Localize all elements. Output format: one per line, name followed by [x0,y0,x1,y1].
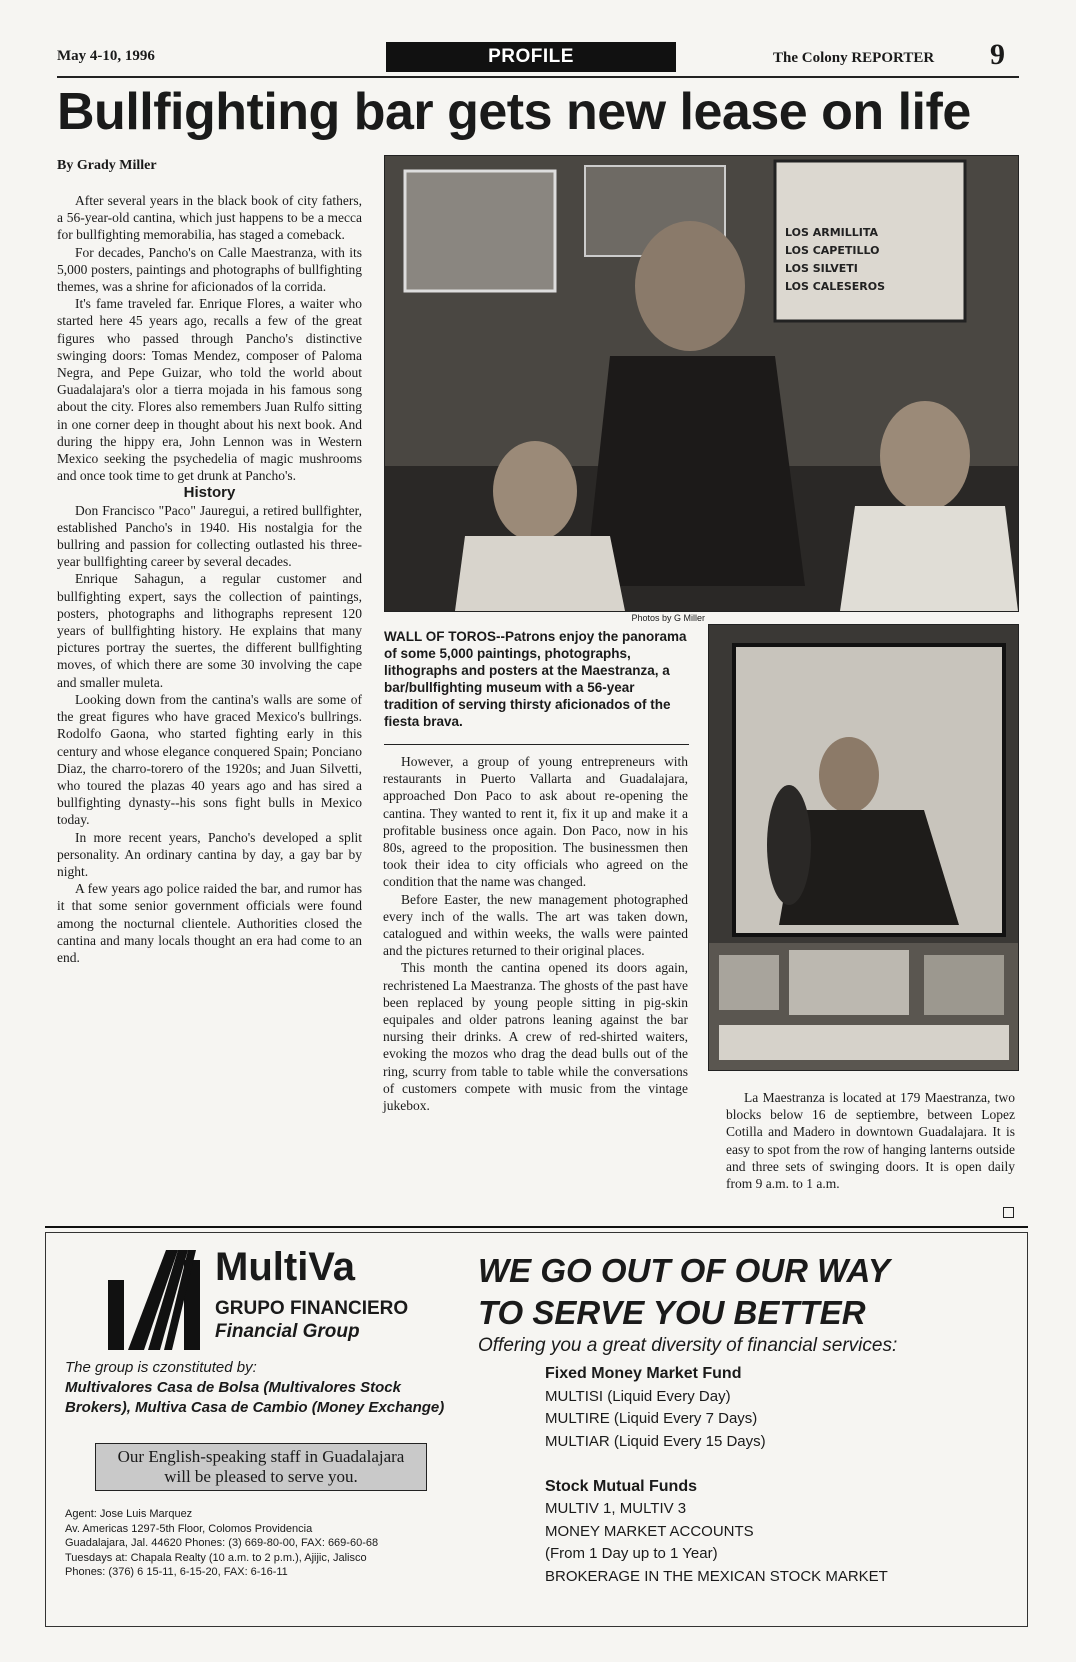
end-of-article-mark [1003,1207,1014,1218]
ad-brand-subtitle-en: Financial Group [215,1321,360,1342]
ad-group-members: The group is czonstituted by: Multivalores Casa de Bolsa (Multivalores Stock Brokers), Multiva Casa de Cambio (Money Exchange) [65,1359,445,1416]
article-paragraph: However, a group of young entrepreneurs with restaurants in Puerto Vallarta and Guadalajara, approached Don Paco to ask about re-opening the cantina. They wanted to rent it, fix it up and make it a profitable business once again. Don Paco, now in his 80s, agreed to the proposition. The businessmen then took their idea to city officials who agreed on the condition that the name was changed. [383,754,688,890]
service-item: MULTISI (Liquid Every Day) [545,1387,731,1405]
poster-line: LOS ARMILLITA [785,226,879,239]
poster-line: LOS CAPETILLO [785,244,880,257]
article-paragraph: After several years in the black book of city fathers, a 56-year-old cantina, which just happens to be a mecca for bullfighting memorabilia, has staged a comeback. [57,193,362,243]
subhead-history: History [183,484,236,502]
ad-offer-line: Offering you a great diversity of financial services: [478,1335,898,1356]
article-paragraph: Looking down from the cantina's walls are some of the great figures who have graced Mexico's bullrings. Rodolfo Gaona, who started fighting early in this century and whose elegance conquered Spain; Ponciano Diaz, the charro-torero of the 1920s; and Juan Silvetti, who toured the plazas 40 years ago and has sired a bullfighting dynasty--his sons fight bulls in Mexico today. [57,691,362,828]
agent-line: Tuesdays at: Chapala Realty (10 a.m. to 2 p.m.), Ajijic, Jalisco [65,1551,367,1564]
article-column-3 [726,1089,1015,1192]
article-paragraph: It's fame traveled far. Enrique Flores, a waiter who started here 45 years ago, recalls a few of the great figures who passed through Pancho's distinctive swinging doors: Tomas Mendez, composer of Paloma Negra, and Pepe Guizar, who told the world about Guadalajara's olor a tierra mojada in his famous song about the city. Flores also remembers Juan Rulfo sitting in one corner deep in thought about his next book. And during the hippy era, John Lennon was in Western Mexico seeking the psychedelia of magic mushrooms and once took time to get drunk at Pancho's. [57,296,362,484]
article-paragraph: For decades, Pancho's on Calle Maestranza, with its 5,000 posters, paintings and photographs of bullfighting themes, was a shrine for aficionados of la corrida. [57,244,362,295]
ad-brand-name: MultiVa [215,1245,356,1289]
service-item: BROKERAGE IN THE MEXICAN STOCK MARKET [545,1567,888,1585]
service-item: MULTIAR (Liquid Every 15 Days) [545,1432,766,1450]
photo-caption: WALL OF TOROS--Patrons enjoy the panorama of some 5,000 paintings, photographs, lithographs and posters at the Maestranza, a bar/bullfighting museum with a 56-year tradition of serving thirsty aficionados of the fiesta brava. [384,629,687,729]
agent-line: Agent: Jose Luis Marquez [65,1508,193,1520]
service-item: MULTIV 1, MULTIV 3 [545,1500,687,1517]
photo-painting [708,624,1019,1071]
photo-bar-patrons [384,155,1019,612]
service-item: (From 1 Day up to 1 Year) [545,1545,718,1562]
section-label: PROFILE [386,42,676,72]
service-item: Fixed Money Market Fund [545,1365,742,1382]
ad-services-list [545,1363,1025,1588]
ad-agent-contact [65,1507,465,1580]
service-item [545,1453,1025,1476]
service-item: MULTIRE (Liquid Every 7 Days) [545,1410,758,1427]
article-paragraph: A few years ago police raided the bar, and rumor has it that some senior government officials were found among the nocturnal clientele. Authorities closed the cantina and many locals thought an era had come to an end. [57,881,362,965]
ad-brand-subtitle: GRUPO FINANCIERO [215,1298,409,1319]
article-paragraph: In more recent years, Pancho's developed a split personality. An ordinary cantina by day, a gay bar by night. [57,829,362,879]
article-column-1 [57,192,362,966]
agent-line: Phones: (376) 6 15-11, 6-15-20, FAX: 6-16-11 [65,1566,288,1578]
photo-credit: Photos by G Miller [631,613,705,623]
poster-line: LOS CALESEROS [785,280,886,293]
ad-staff-banner: Our English-speaking staff in Guadalajara will be pleased to serve you. [95,1443,427,1491]
multiva-logo-icon [108,1250,200,1350]
issue-date: May 4-10, 1996 [57,48,155,64]
headline: Bullfighting bar gets new lease on life [57,83,971,141]
ad-top-rule [45,1226,1028,1228]
article-paragraph: Don Francisco "Paco" Jauregui, a retired bullfighter, established Pancho's in 1940. His nostalgia for the bullring and passion for collecting outlasted his three-year bullfighting career by several decades. [57,502,362,570]
masthead-rule [57,76,1019,78]
service-item: MONEY MARKET ACCOUNTS [545,1522,754,1540]
article-paragraph: La Maestranza is located at 179 Maestranza, two blocks below 16 de septiembre, between Lopez Cotilla and Madero in downtown Guadalajara. It is easy to spot from the row of hanging lanterns outside and three sets of swinging doors. It is open daily from 9 a.m. to 1 a.m. [726,1090,1015,1192]
ad-slogan: WE GO OUT OF OUR WAY TO SERVE YOU BETTER [478,1252,890,1331]
article-paragraph: Before Easter, the new management photographed every inch of the walls. The art was taken down, catalogued and within weeks, the walls were painted and the pictures returned to their original places. [383,891,688,959]
byline: By Grady Miller [57,158,157,173]
article-column-2 [383,753,688,1114]
agent-line: Av. Americas 1297-5th Floor, Colomos Providencia [65,1522,313,1535]
newspaper-name: The Colony REPORTER [773,50,935,66]
service-item: Stock Mutual Funds [545,1477,697,1495]
caption-rule [384,744,689,745]
page-number: 9 [990,38,1005,71]
article-paragraph: Enrique Sahagun, a regular customer and bullfighting expert, says the collection of paintings, posters, photographs and lithographs represent 120 years of bullfighting history. He explains that many pictures portray the suertes, the different bullfighting moves, of which there are some 30 involving the cape and smaller muleta. [57,571,362,690]
poster-line: LOS SILVETI [785,262,858,275]
agent-line: Guadalajara, Jal. 44620 Phones: (3) 669-80-00, FAX: 669-60-68 [65,1537,379,1549]
article-paragraph: This month the cantina opened its doors again, rechristened La Maestranza. The ghosts of the past have been replaced by young people sitting in pig-skin equipales and older patrons leaning against the bar nursing their drinks. A crew of red-shirted waiters, evoking the mozos who drag the dead bulls out of the ring, scurry from table to table while the conversations of customers compete with music from the vintage jukebox. [383,960,688,1114]
